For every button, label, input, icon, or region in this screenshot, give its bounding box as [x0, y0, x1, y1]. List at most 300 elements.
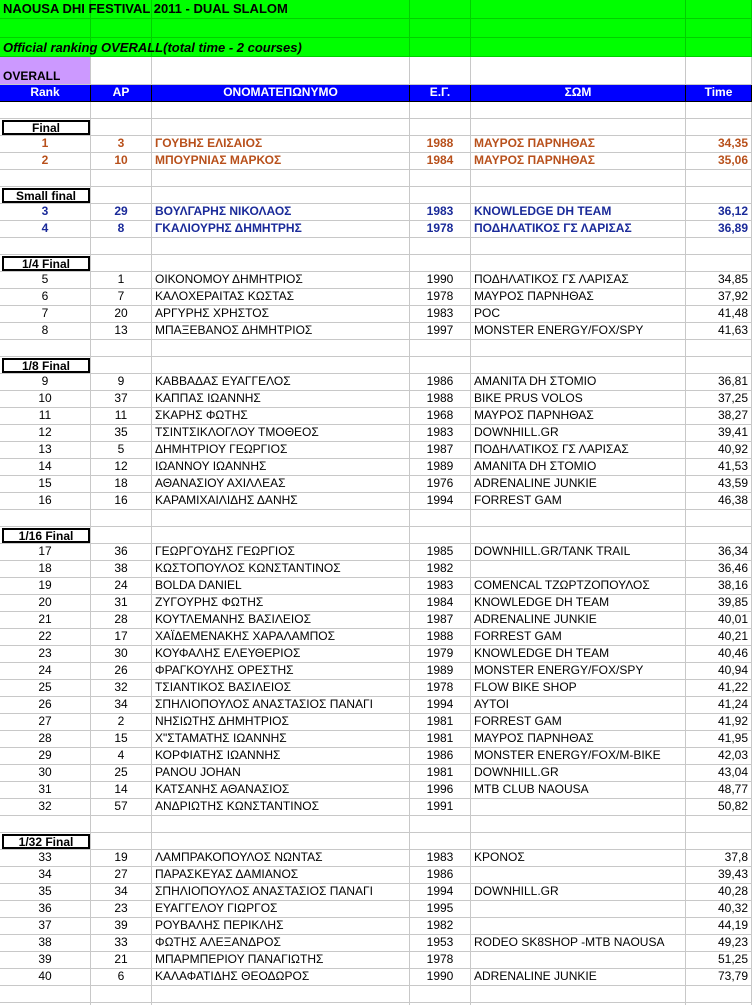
- club-cell[interactable]: ΜΑΥΡΟΣ ΠΑΡΝΗΘΑΣ: [471, 408, 686, 425]
- rank-cell[interactable]: 5: [0, 272, 91, 289]
- time-cell[interactable]: 36,46: [686, 561, 752, 578]
- name-cell[interactable]: ΠΑΡΑΣΚΕΥΑΣ ΔΑΜΙΑΝΟΣ: [152, 867, 410, 884]
- club-cell[interactable]: ADRENALINE JUNKIE: [471, 612, 686, 629]
- rank-cell[interactable]: 38: [0, 935, 91, 952]
- rank-cell[interactable]: 26: [0, 697, 91, 714]
- club-cell[interactable]: ADRENALINE JUNKIE: [471, 969, 686, 986]
- bib-cell[interactable]: 4: [91, 748, 152, 765]
- empty-cell[interactable]: [410, 527, 471, 544]
- time-cell[interactable]: 34,35: [686, 136, 752, 153]
- section-label[interactable]: 1/8 Final: [2, 358, 90, 373]
- empty-cell[interactable]: [152, 119, 410, 136]
- empty-cell[interactable]: [91, 170, 152, 187]
- birth-year-cell[interactable]: 1978: [410, 680, 471, 697]
- birth-year-cell[interactable]: 1978: [410, 289, 471, 306]
- name-cell[interactable]: ΜΠΑΡΜΠΕΡΙΟΥ ΠΑΝΑΓΙΩΤΗΣ: [152, 952, 410, 969]
- name-cell[interactable]: ΟΙΚΟΝΟΜΟΥ ΔΗΜΗΤΡΙΟΣ: [152, 272, 410, 289]
- name-cell[interactable]: ΣΠΗΛΙΟΠΟΥΛΟΣ ΑΝΑΣΤΑΣΙΟΣ ΠΑΝΑΓΙ: [152, 697, 410, 714]
- name-cell[interactable]: ΧΑΪΔΕΜΕΝΑΚΗΣ ΧΑΡΑΛΑΜΠΟΣ: [152, 629, 410, 646]
- birth-year-cell[interactable]: 1990: [410, 272, 471, 289]
- rank-cell[interactable]: 13: [0, 442, 91, 459]
- rank-cell[interactable]: 31: [0, 782, 91, 799]
- bib-cell[interactable]: 8: [91, 221, 152, 238]
- empty-cell[interactable]: [410, 170, 471, 187]
- club-cell[interactable]: FORREST GAM: [471, 629, 686, 646]
- name-cell[interactable]: ΚΟΥΤΛΕΜΑΝΗΣ ΒΑΣΙΛΕΙΟΣ: [152, 612, 410, 629]
- club-cell[interactable]: MONSTER ENERGY/FOX/SPY: [471, 323, 686, 340]
- name-cell[interactable]: ΑΡΓΥΡΗΣ ΧΡΗΣΤΟΣ: [152, 306, 410, 323]
- club-cell[interactable]: RODEO SK8SHOP -MTB NAOUSA: [471, 935, 686, 952]
- empty-cell[interactable]: [686, 357, 752, 374]
- birth-year-cell[interactable]: 1986: [410, 867, 471, 884]
- rank-cell[interactable]: 18: [0, 561, 91, 578]
- name-cell[interactable]: ΣΚΑΡΗΣ ΦΩΤΗΣ: [152, 408, 410, 425]
- time-cell[interactable]: 48,77: [686, 782, 752, 799]
- name-cell[interactable]: ΓΚΑΛΙΟΥΡΗΣ ΔΗΜΗΤΡΗΣ: [152, 221, 410, 238]
- empty-cell[interactable]: [471, 833, 686, 850]
- header-name[interactable]: ΟΝΟΜΑΤΕΠΩΝΥΜΟ: [152, 85, 410, 102]
- club-cell[interactable]: ΜΑΥΡΟΣ ΠΑΡΝΗΘΑΣ: [471, 731, 686, 748]
- rank-cell[interactable]: 20: [0, 595, 91, 612]
- empty-cell[interactable]: [91, 340, 152, 357]
- birth-year-cell[interactable]: 1978: [410, 952, 471, 969]
- club-cell[interactable]: [471, 952, 686, 969]
- bib-cell[interactable]: 5: [91, 442, 152, 459]
- bib-cell[interactable]: 26: [91, 663, 152, 680]
- time-cell[interactable]: 38,27: [686, 408, 752, 425]
- empty-cell[interactable]: [471, 340, 686, 357]
- time-cell[interactable]: 37,92: [686, 289, 752, 306]
- club-cell[interactable]: [471, 901, 686, 918]
- empty-cell[interactable]: [410, 986, 471, 1003]
- club-cell[interactable]: AMANITA DH ΣΤΟΜΙΟ: [471, 374, 686, 391]
- empty-cell[interactable]: [152, 187, 410, 204]
- birth-year-cell[interactable]: 1996: [410, 782, 471, 799]
- empty-cell[interactable]: [0, 102, 91, 119]
- bib-cell[interactable]: 24: [91, 578, 152, 595]
- name-cell[interactable]: ΓΕΩΡΓΟΥΔΗΣ ΓΕΩΡΓΙΟΣ: [152, 544, 410, 561]
- rank-cell[interactable]: 1: [0, 136, 91, 153]
- empty-cell[interactable]: [91, 527, 152, 544]
- empty-cell[interactable]: [91, 119, 152, 136]
- time-cell[interactable]: 40,21: [686, 629, 752, 646]
- club-cell[interactable]: [471, 561, 686, 578]
- empty-cell[interactable]: [471, 527, 686, 544]
- time-cell[interactable]: 41,95: [686, 731, 752, 748]
- rank-cell[interactable]: 10: [0, 391, 91, 408]
- empty-cell[interactable]: [471, 986, 686, 1003]
- name-cell[interactable]: ΚΑΒΒΑΔΑΣ ΕΥΑΓΓΕΛΟΣ: [152, 374, 410, 391]
- name-cell[interactable]: ΚΟΥΦΑΛΗΣ ΕΛΕΥΘΕΡΙΟΣ: [152, 646, 410, 663]
- bib-cell[interactable]: 36: [91, 544, 152, 561]
- header-bib[interactable]: ΑΡ: [91, 85, 152, 102]
- empty-cell[interactable]: [686, 510, 752, 527]
- rank-cell[interactable]: 24: [0, 663, 91, 680]
- bib-cell[interactable]: 38: [91, 561, 152, 578]
- bib-cell[interactable]: 11: [91, 408, 152, 425]
- header-club[interactable]: ΣΩΜ: [471, 85, 686, 102]
- bib-cell[interactable]: 27: [91, 867, 152, 884]
- name-cell[interactable]: ΚΑΛΑΦΑΤΙΔΗΣ ΘΕΟΔΩΡΟΣ: [152, 969, 410, 986]
- club-cell[interactable]: [471, 799, 686, 816]
- time-cell[interactable]: 49,23: [686, 935, 752, 952]
- empty-cell[interactable]: [686, 986, 752, 1003]
- bib-cell[interactable]: 13: [91, 323, 152, 340]
- empty-cell[interactable]: [152, 833, 410, 850]
- birth-year-cell[interactable]: 1994: [410, 493, 471, 510]
- empty-cell[interactable]: [410, 357, 471, 374]
- bib-cell[interactable]: 20: [91, 306, 152, 323]
- birth-year-cell[interactable]: 1983: [410, 204, 471, 221]
- empty-cell[interactable]: [91, 833, 152, 850]
- birth-year-cell[interactable]: 1983: [410, 850, 471, 867]
- time-cell[interactable]: 36,81: [686, 374, 752, 391]
- name-cell[interactable]: ΑΝΔΡΙΩΤΗΣ ΚΩΝΣΤΑΝΤΙΝΟΣ: [152, 799, 410, 816]
- birth-year-cell[interactable]: 1983: [410, 578, 471, 595]
- empty-cell[interactable]: [471, 255, 686, 272]
- rank-cell[interactable]: 29: [0, 748, 91, 765]
- empty-cell[interactable]: [471, 102, 686, 119]
- bib-cell[interactable]: 3: [91, 136, 152, 153]
- empty-cell[interactable]: [0, 986, 91, 1003]
- club-cell[interactable]: FORREST GAM: [471, 493, 686, 510]
- rank-cell[interactable]: 15: [0, 476, 91, 493]
- empty-cell[interactable]: [152, 102, 410, 119]
- rank-cell[interactable]: 3: [0, 204, 91, 221]
- empty-cell[interactable]: [91, 102, 152, 119]
- club-cell[interactable]: DOWNHILL.GR: [471, 425, 686, 442]
- name-cell[interactable]: ΓΟΥΒΗΣ ΕΛΙΣΑΙΟΣ: [152, 136, 410, 153]
- section-label[interactable]: 1/4 Final: [2, 256, 90, 271]
- rank-cell[interactable]: 8: [0, 323, 91, 340]
- bib-cell[interactable]: 7: [91, 289, 152, 306]
- time-cell[interactable]: 41,24: [686, 697, 752, 714]
- empty-cell[interactable]: [0, 340, 91, 357]
- empty-cell[interactable]: [410, 187, 471, 204]
- empty-cell[interactable]: [410, 102, 471, 119]
- empty-cell[interactable]: [91, 187, 152, 204]
- birth-year-cell[interactable]: 1991: [410, 799, 471, 816]
- name-cell[interactable]: ΙΩΑΝΝΟΥ ΙΩΑΝΝΗΣ: [152, 459, 410, 476]
- club-cell[interactable]: MONSTER ENERGY/FOX/M-BIKE: [471, 748, 686, 765]
- birth-year-cell[interactable]: 1988: [410, 136, 471, 153]
- empty-cell[interactable]: [686, 170, 752, 187]
- time-cell[interactable]: 38,16: [686, 578, 752, 595]
- empty-cell[interactable]: [686, 833, 752, 850]
- birth-year-cell[interactable]: 1990: [410, 969, 471, 986]
- rank-cell[interactable]: 36: [0, 901, 91, 918]
- club-cell[interactable]: FLOW BIKE SHOP: [471, 680, 686, 697]
- sheet-title[interactable]: NAOUSA DHI FESTIVAL 2011 - DUAL SLALOM: [3, 1, 288, 16]
- section-label[interactable]: Small final: [2, 188, 90, 203]
- birth-year-cell[interactable]: 1984: [410, 153, 471, 170]
- club-cell[interactable]: POC: [471, 306, 686, 323]
- birth-year-cell[interactable]: 1983: [410, 306, 471, 323]
- name-cell[interactable]: ΒΟΥΛΓΑΡΗΣ ΝΙΚΟΛΑΟΣ: [152, 204, 410, 221]
- rank-cell[interactable]: 16: [0, 493, 91, 510]
- empty-cell[interactable]: [686, 187, 752, 204]
- name-cell[interactable]: ΝΗΣΙΩΤΗΣ ΔΗΜΗΤΡΙΟΣ: [152, 714, 410, 731]
- bib-cell[interactable]: 19: [91, 850, 152, 867]
- birth-year-cell[interactable]: 1987: [410, 612, 471, 629]
- time-cell[interactable]: 39,41: [686, 425, 752, 442]
- empty-cell[interactable]: [91, 816, 152, 833]
- name-cell[interactable]: ΚΑΡΑΜΙΧΑΙΛΙΔΗΣ ΔΑΝΗΣ: [152, 493, 410, 510]
- rank-cell[interactable]: 11: [0, 408, 91, 425]
- time-cell[interactable]: 40,94: [686, 663, 752, 680]
- empty-cell[interactable]: [471, 170, 686, 187]
- bib-cell[interactable]: 6: [91, 969, 152, 986]
- rank-cell[interactable]: 30: [0, 765, 91, 782]
- time-cell[interactable]: 41,48: [686, 306, 752, 323]
- birth-year-cell[interactable]: 1997: [410, 323, 471, 340]
- bib-cell[interactable]: 29: [91, 204, 152, 221]
- bib-cell[interactable]: 34: [91, 697, 152, 714]
- club-cell[interactable]: KNOWLEDGE DH TEAM: [471, 595, 686, 612]
- header-birth-year[interactable]: Ε.Γ.: [410, 85, 471, 102]
- club-cell[interactable]: MTB CLUB NAOUSA: [471, 782, 686, 799]
- bib-cell[interactable]: 39: [91, 918, 152, 935]
- birth-year-cell[interactable]: 1989: [410, 459, 471, 476]
- overall-label[interactable]: OVERALL: [0, 57, 91, 85]
- name-cell[interactable]: ΔΗΜΗΤΡΙΟΥ ΓΕΩΡΓΙΟΣ: [152, 442, 410, 459]
- name-cell[interactable]: ΦΩΤΗΣ ΑΛΕΞΑΝΔΡΟΣ: [152, 935, 410, 952]
- empty-cell[interactable]: [91, 986, 152, 1003]
- empty-cell[interactable]: [471, 238, 686, 255]
- bib-cell[interactable]: 23: [91, 901, 152, 918]
- name-cell[interactable]: ΚΑΛΟΧΕΡΑΙΤΑΣ ΚΩΣΤΑΣ: [152, 289, 410, 306]
- empty-cell[interactable]: [686, 238, 752, 255]
- club-cell[interactable]: ΜΑΥΡΟΣ ΠΑΡΝΗΘΑΣ: [471, 136, 686, 153]
- name-cell[interactable]: ΖΥΓΟΥΡΗΣ ΦΩΤΗΣ: [152, 595, 410, 612]
- club-cell[interactable]: DOWNHILL.GR/TANK TRAIL: [471, 544, 686, 561]
- empty-cell[interactable]: [410, 238, 471, 255]
- bib-cell[interactable]: 34: [91, 884, 152, 901]
- bib-cell[interactable]: 12: [91, 459, 152, 476]
- empty-cell[interactable]: [471, 187, 686, 204]
- bib-cell[interactable]: 1: [91, 272, 152, 289]
- bib-cell[interactable]: 21: [91, 952, 152, 969]
- birth-year-cell[interactable]: 1994: [410, 884, 471, 901]
- bib-cell[interactable]: 57: [91, 799, 152, 816]
- time-cell[interactable]: 40,92: [686, 442, 752, 459]
- empty-cell[interactable]: [686, 119, 752, 136]
- name-cell[interactable]: ΤΣΙΑΝΤΙΚΟΣ ΒΑΣΙΛΕΙΟΣ: [152, 680, 410, 697]
- birth-year-cell[interactable]: 1995: [410, 901, 471, 918]
- empty-cell[interactable]: [91, 255, 152, 272]
- time-cell[interactable]: 39,43: [686, 867, 752, 884]
- name-cell[interactable]: ΕΥΑΓΓΕΛΟΥ ΓΙΩΡΓΟΣ: [152, 901, 410, 918]
- rank-cell[interactable]: 17: [0, 544, 91, 561]
- header-time[interactable]: Time: [686, 85, 752, 102]
- club-cell[interactable]: ΠΟΔΗΛΑΤΙΚΟΣ ΓΣ ΛΑΡΙΣΑΣ: [471, 442, 686, 459]
- time-cell[interactable]: 46,38: [686, 493, 752, 510]
- birth-year-cell[interactable]: 1988: [410, 629, 471, 646]
- time-cell[interactable]: 36,12: [686, 204, 752, 221]
- club-cell[interactable]: DOWNHILL.GR: [471, 884, 686, 901]
- club-cell[interactable]: [471, 867, 686, 884]
- rank-cell[interactable]: 22: [0, 629, 91, 646]
- rank-cell[interactable]: 7: [0, 306, 91, 323]
- rank-cell[interactable]: 9: [0, 374, 91, 391]
- time-cell[interactable]: 37,8: [686, 850, 752, 867]
- name-cell[interactable]: ΡΟΥΒΑΛΗΣ ΠΕΡΙΚΛΗΣ: [152, 918, 410, 935]
- birth-year-cell[interactable]: 1987: [410, 442, 471, 459]
- birth-year-cell[interactable]: 1979: [410, 646, 471, 663]
- empty-cell[interactable]: [471, 510, 686, 527]
- name-cell[interactable]: BOLDA DANIEL: [152, 578, 410, 595]
- name-cell[interactable]: ΚΟΡΦΙΑΤΗΣ ΙΩΑΝΝΗΣ: [152, 748, 410, 765]
- name-cell[interactable]: ΜΠΑΞΕΒΑΝΟΣ ΔΗΜΗΤΡΙΟΣ: [152, 323, 410, 340]
- empty-cell[interactable]: [0, 510, 91, 527]
- club-cell[interactable]: ΠΟΔΗΛΑΤΙΚΟΣ ΓΣ ΛΑΡΙΣΑΣ: [471, 272, 686, 289]
- rank-cell[interactable]: 6: [0, 289, 91, 306]
- empty-cell[interactable]: [0, 238, 91, 255]
- club-cell[interactable]: ΠΟΔΗΛΑΤΙΚΟΣ ΓΣ ΛΑΡΙΣΑΣ: [471, 221, 686, 238]
- empty-cell[interactable]: [410, 833, 471, 850]
- bib-cell[interactable]: 30: [91, 646, 152, 663]
- empty-cell[interactable]: [686, 340, 752, 357]
- birth-year-cell[interactable]: 1976: [410, 476, 471, 493]
- club-cell[interactable]: DOWNHILL.GR: [471, 765, 686, 782]
- empty-cell[interactable]: [0, 170, 91, 187]
- birth-year-cell[interactable]: 1983: [410, 425, 471, 442]
- name-cell[interactable]: ΛΑΜΠΡΑΚΟΠΟΥΛΟΣ ΝΩΝΤΑΣ: [152, 850, 410, 867]
- empty-cell[interactable]: [410, 255, 471, 272]
- empty-cell[interactable]: [410, 340, 471, 357]
- time-cell[interactable]: 40,32: [686, 901, 752, 918]
- bib-cell[interactable]: 28: [91, 612, 152, 629]
- birth-year-cell[interactable]: 1989: [410, 663, 471, 680]
- empty-cell[interactable]: [471, 357, 686, 374]
- bib-cell[interactable]: 10: [91, 153, 152, 170]
- rank-cell[interactable]: 28: [0, 731, 91, 748]
- rank-cell[interactable]: 4: [0, 221, 91, 238]
- rank-cell[interactable]: 2: [0, 153, 91, 170]
- bib-cell[interactable]: 31: [91, 595, 152, 612]
- rank-cell[interactable]: 23: [0, 646, 91, 663]
- club-cell[interactable]: ΜΑΥΡΟΣ ΠΑΡΝΗΘΑΣ: [471, 289, 686, 306]
- empty-cell[interactable]: [410, 510, 471, 527]
- rank-cell[interactable]: 32: [0, 799, 91, 816]
- section-label[interactable]: 1/32 Final: [2, 834, 90, 849]
- section-label[interactable]: Final: [2, 120, 90, 135]
- rank-cell[interactable]: 19: [0, 578, 91, 595]
- time-cell[interactable]: 42,03: [686, 748, 752, 765]
- header-rank[interactable]: Rank: [0, 85, 91, 102]
- birth-year-cell[interactable]: 1982: [410, 918, 471, 935]
- time-cell[interactable]: 40,46: [686, 646, 752, 663]
- club-cell[interactable]: MONSTER ENERGY/FOX/SPY: [471, 663, 686, 680]
- empty-cell[interactable]: [152, 510, 410, 527]
- club-cell[interactable]: ΚΡΟΝΟΣ: [471, 850, 686, 867]
- rank-cell[interactable]: 14: [0, 459, 91, 476]
- rank-cell[interactable]: 21: [0, 612, 91, 629]
- empty-cell[interactable]: [91, 238, 152, 255]
- club-cell[interactable]: COMENCAL ΤΖΩΡΤΖΟΠΟΥΛΟΣ: [471, 578, 686, 595]
- section-label[interactable]: 1/16 Final: [2, 528, 90, 543]
- birth-year-cell[interactable]: 1981: [410, 731, 471, 748]
- time-cell[interactable]: 50,82: [686, 799, 752, 816]
- rank-cell[interactable]: 25: [0, 680, 91, 697]
- time-cell[interactable]: 73,79: [686, 969, 752, 986]
- sheet-subtitle[interactable]: Official ranking OVERALL(total time - 2 courses): [3, 40, 302, 55]
- name-cell[interactable]: ΜΠΟΥΡΝΙΑΣ ΜΑΡΚΟΣ: [152, 153, 410, 170]
- time-cell[interactable]: 39,85: [686, 595, 752, 612]
- birth-year-cell[interactable]: 1984: [410, 595, 471, 612]
- rank-cell[interactable]: 35: [0, 884, 91, 901]
- birth-year-cell[interactable]: 1953: [410, 935, 471, 952]
- time-cell[interactable]: 41,53: [686, 459, 752, 476]
- club-cell[interactable]: KNOWLEDGE DH TEAM: [471, 646, 686, 663]
- time-cell[interactable]: 44,19: [686, 918, 752, 935]
- rank-cell[interactable]: 33: [0, 850, 91, 867]
- bib-cell[interactable]: 2: [91, 714, 152, 731]
- empty-cell[interactable]: [152, 340, 410, 357]
- empty-cell[interactable]: [410, 119, 471, 136]
- rank-cell[interactable]: 40: [0, 969, 91, 986]
- empty-cell[interactable]: [410, 816, 471, 833]
- name-cell[interactable]: ΣΠΗΛΙΟΠΟΥΛΟΣ ΑΝΑΣΤΑΣΙΟΣ ΠΑΝΑΓΙ: [152, 884, 410, 901]
- birth-year-cell[interactable]: 1986: [410, 748, 471, 765]
- empty-cell[interactable]: [152, 170, 410, 187]
- bib-cell[interactable]: 9: [91, 374, 152, 391]
- empty-cell[interactable]: [686, 816, 752, 833]
- rank-cell[interactable]: 39: [0, 952, 91, 969]
- rank-cell[interactable]: 34: [0, 867, 91, 884]
- club-cell[interactable]: AMANITA DH ΣΤΟΜΙΟ: [471, 459, 686, 476]
- time-cell[interactable]: 36,34: [686, 544, 752, 561]
- time-cell[interactable]: 37,25: [686, 391, 752, 408]
- empty-cell[interactable]: [152, 255, 410, 272]
- time-cell[interactable]: 34,85: [686, 272, 752, 289]
- birth-year-cell[interactable]: 1985: [410, 544, 471, 561]
- name-cell[interactable]: ΚΑΤΣΑΝΗΣ ΑΘΑΝΑΣΙΟΣ: [152, 782, 410, 799]
- empty-cell[interactable]: [152, 238, 410, 255]
- rank-cell[interactable]: 37: [0, 918, 91, 935]
- club-cell[interactable]: [471, 918, 686, 935]
- empty-cell[interactable]: [686, 255, 752, 272]
- name-cell[interactable]: ΦΡΑΓΚΟΥΛΗΣ ΟΡΕΣΤΗΣ: [152, 663, 410, 680]
- birth-year-cell[interactable]: 1982: [410, 561, 471, 578]
- bib-cell[interactable]: 37: [91, 391, 152, 408]
- birth-year-cell[interactable]: 1981: [410, 714, 471, 731]
- empty-cell[interactable]: [152, 986, 410, 1003]
- bib-cell[interactable]: 32: [91, 680, 152, 697]
- empty-cell[interactable]: [471, 816, 686, 833]
- name-cell[interactable]: ΤΣΙΝΤΣΙΚΛΟΓΛΟΥ ΤΜΟΘΕΟΣ: [152, 425, 410, 442]
- birth-year-cell[interactable]: 1968: [410, 408, 471, 425]
- birth-year-cell[interactable]: 1978: [410, 221, 471, 238]
- rank-cell[interactable]: 12: [0, 425, 91, 442]
- bib-cell[interactable]: 15: [91, 731, 152, 748]
- empty-cell[interactable]: [686, 102, 752, 119]
- club-cell[interactable]: ΑΥΤΟΙ: [471, 697, 686, 714]
- club-cell[interactable]: BIKE PRUS VOLOS: [471, 391, 686, 408]
- time-cell[interactable]: 40,01: [686, 612, 752, 629]
- name-cell[interactable]: ΑΘΑΝΑΣΙΟΥ ΑΧΙΛΛΕΑΣ: [152, 476, 410, 493]
- empty-cell[interactable]: [686, 527, 752, 544]
- bib-cell[interactable]: 18: [91, 476, 152, 493]
- birth-year-cell[interactable]: 1994: [410, 697, 471, 714]
- time-cell[interactable]: 36,89: [686, 221, 752, 238]
- birth-year-cell[interactable]: 1981: [410, 765, 471, 782]
- time-cell[interactable]: 41,22: [686, 680, 752, 697]
- bib-cell[interactable]: 16: [91, 493, 152, 510]
- bib-cell[interactable]: 33: [91, 935, 152, 952]
- empty-cell[interactable]: [152, 527, 410, 544]
- club-cell[interactable]: KNOWLEDGE DH TEAM: [471, 204, 686, 221]
